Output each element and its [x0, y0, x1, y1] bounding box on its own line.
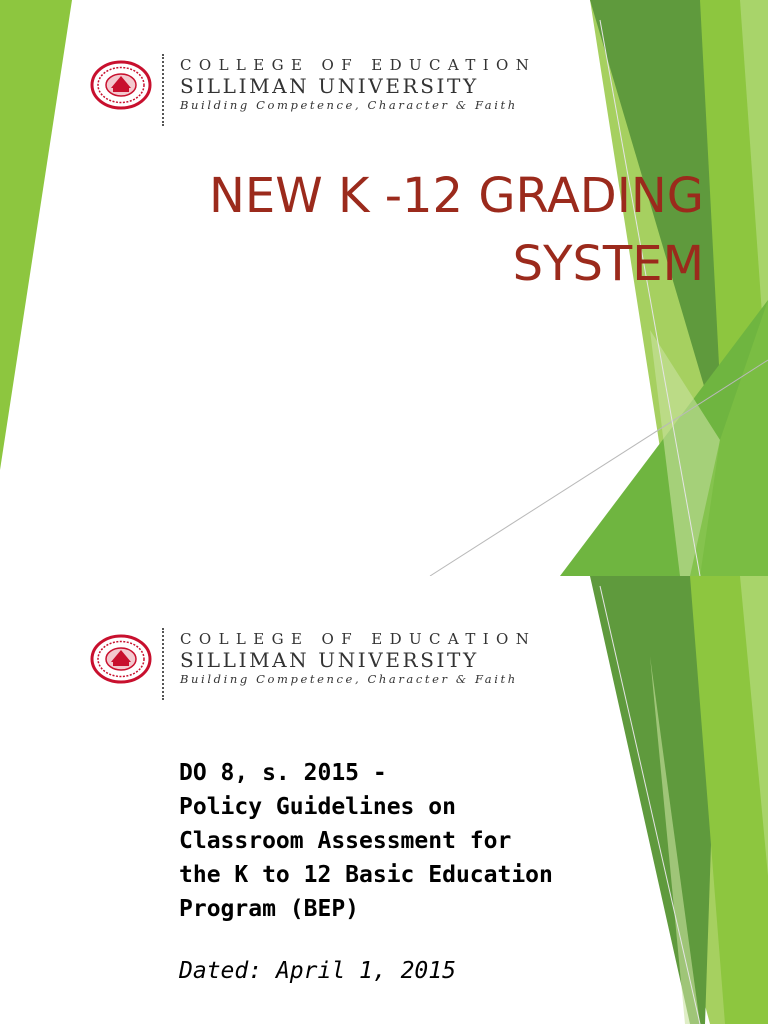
slide-policy — [0, 576, 768, 1024]
date-label: Dated — [179, 958, 249, 984]
logo-college-name: COLLEGE OF EDUCATION — [180, 56, 537, 74]
policy-line-1: DO 8, s. 2015 - — [179, 760, 387, 786]
policy-line-5: Program (BEP) — [179, 896, 360, 922]
logo-university-name: SILLIMAN UNIVERSITY — [180, 74, 479, 98]
logo-university-name: SILLIMAN UNIVERSITY — [180, 648, 479, 672]
university-seal-icon — [90, 60, 152, 110]
date-value: : April 1, 2015 — [248, 958, 456, 984]
college-logo — [90, 624, 570, 704]
policy-line-3: Classroom Assessment for — [179, 828, 512, 854]
logo-divider — [162, 628, 166, 700]
policy-line-2: Policy Guidelines on — [179, 794, 456, 820]
university-seal-icon — [90, 634, 152, 684]
title-line-1: NEW K -12 GRADING — [209, 168, 704, 224]
logo-divider — [162, 54, 166, 126]
title-line-2: SYSTEM — [512, 236, 704, 292]
logo-college-name: COLLEGE OF EDUCATION — [180, 630, 537, 648]
logo-tagline: Building Competence, Character & Faith — [180, 672, 518, 686]
slide-title-heading — [209, 162, 704, 298]
policy-description — [179, 756, 589, 988]
college-logo — [90, 50, 570, 130]
policy-date — [179, 954, 589, 988]
policy-line-4: the K to 12 Basic Education — [179, 862, 553, 888]
logo-tagline: Building Competence, Character & Faith — [180, 98, 518, 112]
